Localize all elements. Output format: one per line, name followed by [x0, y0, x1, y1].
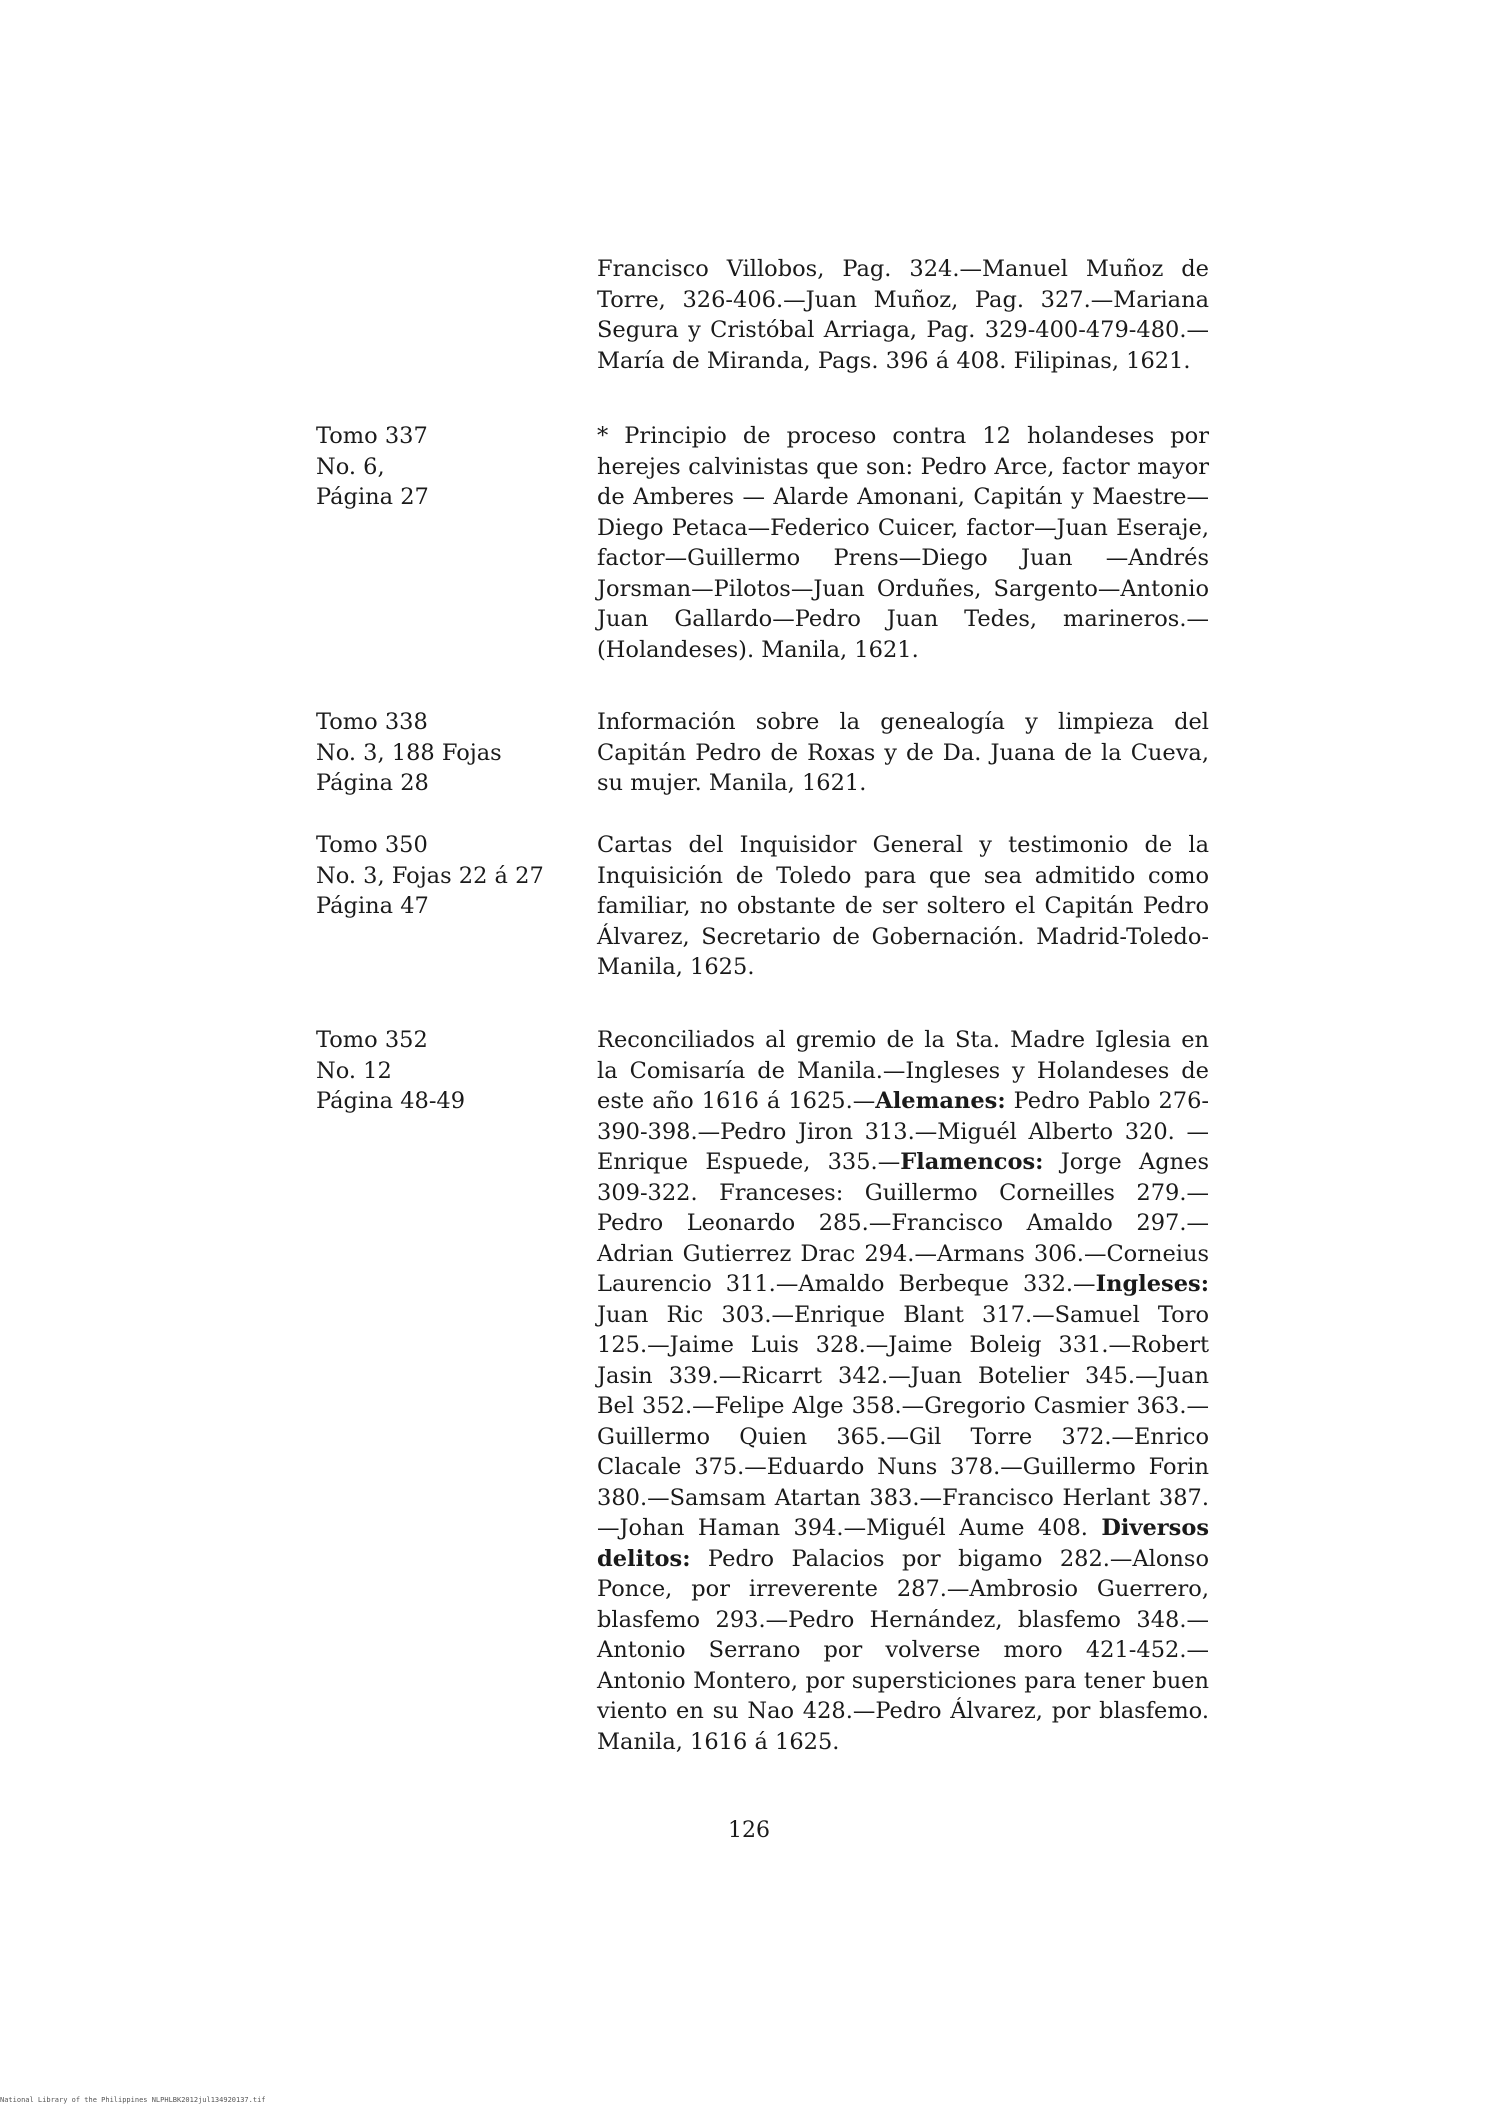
page-number: 126 — [728, 1818, 770, 1843]
entry-text-tomo-352 — [597, 1025, 1209, 1757]
section-label-ingleses: Ingleses: — [1095, 1271, 1209, 1297]
reference-number: No. 3, Fojas 22 á 27 — [316, 862, 544, 889]
reference-tomo: Tomo 350 — [316, 832, 428, 858]
reference-number: No. 6, — [316, 453, 385, 480]
entry-text-tomo-338: Información sobre la genealogía y limpieza del Capitán Pedro de Roxas y de Da. Juana de la Cueva, su mujer. Manila, 1621. — [597, 709, 1209, 796]
entry-reference-tomo-350 — [316, 830, 556, 922]
text-run: Pedro Palacios por bigamo 282.—Alonso Ponce, por irreverente 287.—Ambrosio Guerrero, blasfemo 293.—Pedro Hernández, blasfemo 348.—Antonio Serrano por volverse moro 421-452.—Antonio Montero, por supersticiones para tener buen viento en su Nao 428.—Pedro Álvarez, por blasfemo. Manila, 1616 á 1625. — [597, 1545, 1209, 1755]
entry-reference-tomo-338 — [316, 707, 556, 799]
entry-reference-tomo-352 — [316, 1025, 556, 1117]
section-label-diversos-delitos: Diversos delitos: — [597, 1515, 1209, 1572]
entry-reference-tomo-337 — [316, 421, 556, 513]
entry-continuation-text: Francisco Villobos, Pag. 324.—Manuel Muñoz de Torre, 326-406.—Juan Muñoz, Pag. 327.—Mariana Segura y Cristóbal Arriaga, Pag. 329-400-479-480.—María de Miranda, Pags. 396 á 408. Filipinas, 1621. — [597, 256, 1209, 374]
text-run: Juan Ric 303.—Enrique Blant 317.—Samuel Toro 125.—Jaime Luis 328.—Jaime Boleig 331.—Robert Jasin 339.—Ricarrt 342.—Juan Botelier 345.—Juan Bel 352.—Felipe Alge 358.—Gregorio Casmier 363.—Guillermo Quien 365.—Gil Torre 372.—Enrico Clacale 375.—Eduardo Nuns 378.—Guillermo Forin 380.—Samsam Atartan 383.—Francisco Herlant 387.—Johan Haman 394.—Miguél Aume 408. — [597, 1301, 1209, 1541]
scan-footer: National Library of the Philippines NLPHLBK2012jul134920137.tif — [0, 2096, 266, 2104]
text-run: Pedro Pablo 276-390-398.—Pedro Jiron 313.—Miguél Alberto 320. —Enrique Espuede, 335.— — [597, 1088, 1210, 1175]
reference-page: Página 27 — [316, 484, 429, 510]
reference-number: No. 12 — [316, 1057, 392, 1084]
reference-page: Página 48-49 — [316, 1088, 466, 1114]
reference-page: Página 28 — [316, 770, 429, 796]
reference-tomo: Tomo 337 — [316, 423, 428, 449]
entry-text-tomo-350: Cartas del Inquisidor General y testimonio de la Inquisición de Toledo para que sea admitido como familiar, no obstante de ser soltero el Capitán Pedro Álvarez, Secretario de Gobernación. Madrid-Toledo-Manila, 1625. — [597, 832, 1209, 980]
reference-tomo: Tomo 352 — [316, 1027, 428, 1053]
entry-text-tomo-337: * Principio de proceso contra 12 holandeses por herejes calvinistas que son: Pedro Arce, factor mayor de Amberes — Alarde Amonani, Capitán y Maestre—Diego Petaca—Federico Cuicer, factor—Juan Eseraje, factor—Guillermo Prens—Diego Juan —Andrés Jorsman—Pilotos—Juan Orduñes, Sargento—Antonio Juan Gallardo—Pedro Juan Tedes, marineros.—(Holandeses). Manila, 1621. — [597, 423, 1209, 663]
reference-tomo: Tomo 338 — [316, 709, 428, 735]
reference-page: Página 47 — [316, 893, 429, 919]
reference-number: No. 3, 188 Fojas — [316, 739, 502, 766]
text-run: Jorge Agnes 309-322. Franceses: Guillermo Corneilles 279.—Pedro Leonardo 285.—Francisco Amaldo 297.—Adrian Gutierrez Drac 294.—Armans 306.—Corneius Laurencio 311.—Amaldo Berbeque 332.— — [597, 1149, 1209, 1297]
section-label-flamencos: Flamencos: — [900, 1149, 1044, 1175]
text-run: Reconciliados al gremio de la Sta. Madre Iglesia en la Comisaría de Manila.—Ingleses y Holandeses de este año 1616 á 1625.— — [597, 1027, 1209, 1114]
section-label-alemanes: Alemanes: — [875, 1088, 1006, 1114]
